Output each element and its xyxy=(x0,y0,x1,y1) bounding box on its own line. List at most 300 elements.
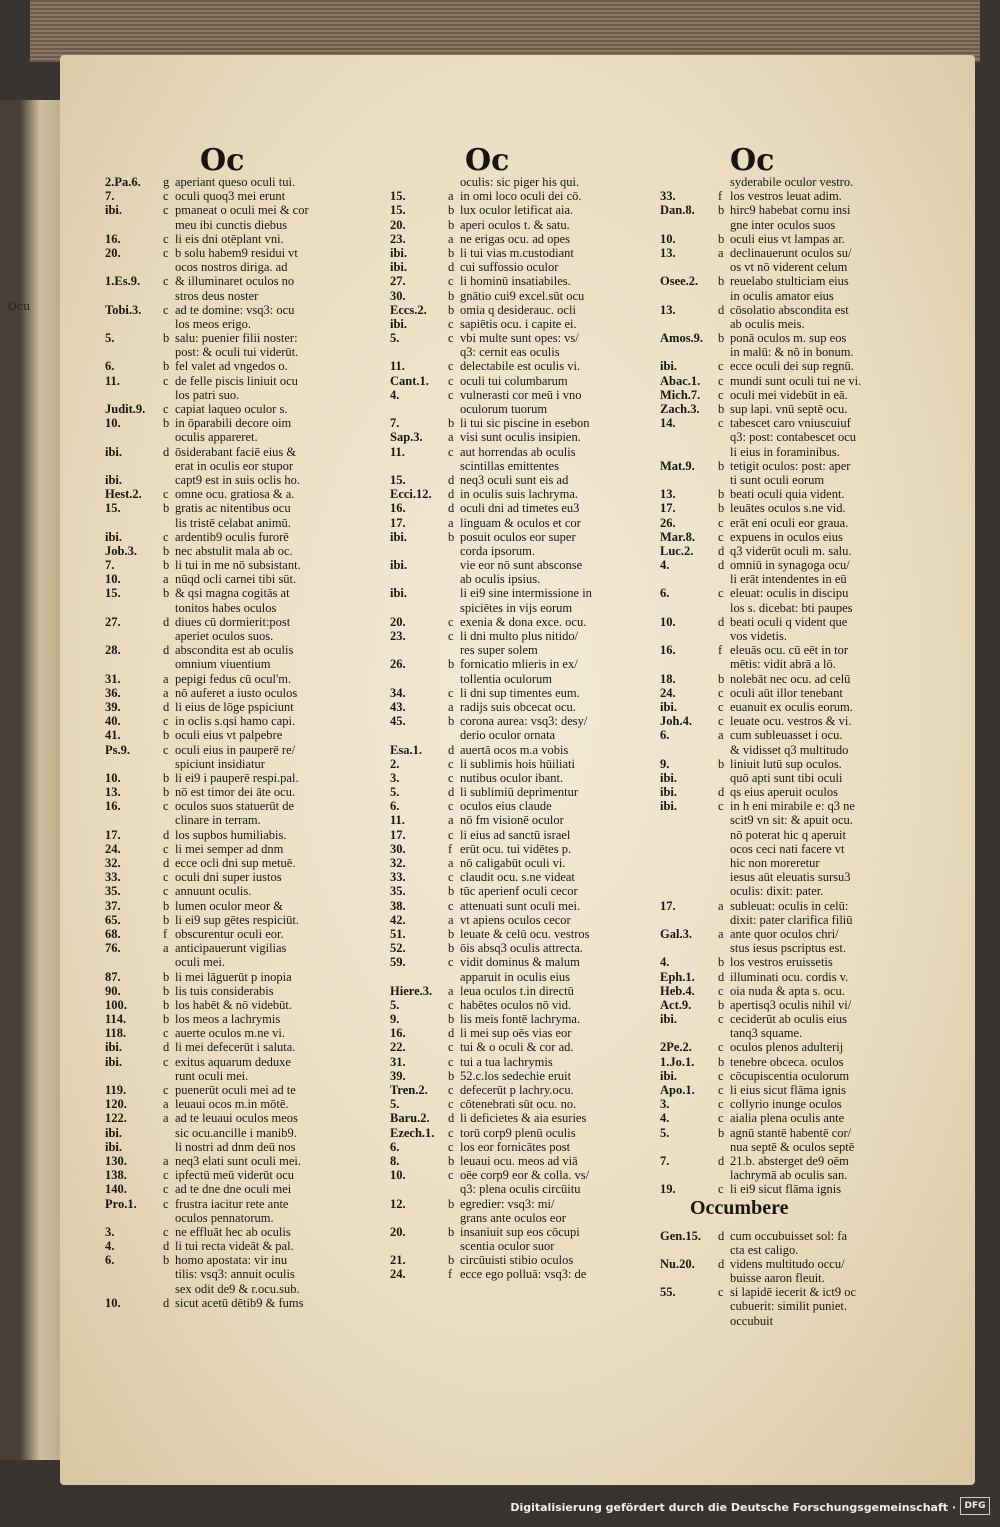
book-top-edge xyxy=(30,0,980,62)
entry-text: scit9 vn sit: & apuit ocu. xyxy=(730,813,853,828)
entry-reference: 28. xyxy=(105,643,121,658)
entry-text: tui a tua lachrymis xyxy=(460,1054,553,1069)
entry-letter: b xyxy=(718,955,725,970)
entry-text: gne inter oculos suos xyxy=(730,217,836,232)
entry-text: tilis: vsq3: annuit oculis xyxy=(175,1267,295,1282)
entry-text: mundi sunt oculi tui ne vi. xyxy=(730,373,862,388)
index-entry xyxy=(390,700,660,714)
entry-text: li eius ad sanctū israel xyxy=(460,827,571,842)
entry-reference: 7. xyxy=(660,1153,670,1168)
entry-letter: c xyxy=(718,1111,724,1126)
entry-letter: f xyxy=(718,643,723,658)
entry-reference: ibi. xyxy=(660,1068,678,1083)
index-entry xyxy=(105,1026,375,1040)
entry-letter: c xyxy=(163,373,169,388)
entry-letter: b xyxy=(448,529,455,544)
index-entry xyxy=(390,813,660,827)
entry-text: eleuat: oculis in discipu xyxy=(730,586,849,601)
entry-letter: c xyxy=(448,1097,454,1112)
entry-letter: c xyxy=(718,699,724,714)
entry-text: li ei9 sicut flāma ignis xyxy=(730,1182,842,1197)
entry-letter: f xyxy=(448,1267,453,1282)
index-entry xyxy=(660,672,930,686)
entry-text: li tui recta videāt & pal. xyxy=(175,1239,294,1254)
entry-reference: 40. xyxy=(105,714,121,729)
entry-text: omniū in synagoga ocu/ xyxy=(730,558,850,573)
index-entry xyxy=(390,572,660,586)
entry-letter: a xyxy=(718,926,724,941)
index-entry xyxy=(660,374,930,388)
entry-letter: b xyxy=(448,941,455,956)
entry-letter: a xyxy=(718,728,724,743)
entry-reference: Ps.9. xyxy=(105,742,130,757)
entry-text: de felle piscis liniuit ocu xyxy=(175,373,298,388)
column-3-section-entries xyxy=(660,1229,930,1328)
entry-text: derio oculor ornata xyxy=(460,728,556,743)
entry-letter: a xyxy=(448,231,454,246)
entry-reference: Eccs.2. xyxy=(390,302,427,317)
entry-reference: 3. xyxy=(390,770,400,785)
entry-letter: c xyxy=(163,714,169,729)
index-entry xyxy=(105,970,375,984)
index-entry xyxy=(390,189,660,203)
entry-letter: d xyxy=(718,543,725,558)
entry-text: eleuās ocu. cū eēt in tor xyxy=(730,643,849,658)
entry-text: qs eius aperuit oculos xyxy=(730,785,838,800)
entry-reference: Mar.8. xyxy=(660,529,695,544)
entry-letter: c xyxy=(718,1097,724,1112)
entry-reference: 76. xyxy=(105,941,121,956)
index-entry xyxy=(105,1069,375,1083)
index-entry xyxy=(390,203,660,217)
entry-reference: 17. xyxy=(660,501,676,516)
index-entry xyxy=(105,1083,375,1097)
entry-letter: d xyxy=(163,643,170,658)
index-entry xyxy=(660,1271,930,1285)
entry-text: leuate ocu. vestros & vi. xyxy=(730,714,852,729)
entry-text: lis tristē celabat animū. xyxy=(175,515,291,530)
index-entry xyxy=(105,516,375,530)
entry-text: habētes oculos nō vid. xyxy=(460,997,572,1012)
entry-text: tetigit oculos: post: aper xyxy=(730,458,851,473)
entry-text: circūuisti stibio oculos xyxy=(460,1253,574,1268)
entry-reference: 30. xyxy=(390,288,406,303)
entry-letter: c xyxy=(448,770,454,785)
index-entry xyxy=(390,530,660,544)
index-entry xyxy=(390,1083,660,1097)
entry-reference: 20. xyxy=(390,614,406,629)
entry-reference: ibi. xyxy=(660,699,678,714)
entry-text: ecce ego polluā: vsq3: de xyxy=(460,1267,587,1282)
entry-reference: 2. xyxy=(390,756,400,771)
entry-reference: 15. xyxy=(105,501,121,516)
entry-text: & vidisset q3 multitudo xyxy=(730,742,849,757)
entry-text: oculis: dixit: pater. xyxy=(730,884,824,899)
entry-text: pmaneat o oculi mei & cor xyxy=(175,203,309,218)
index-entry xyxy=(660,615,930,629)
index-entry xyxy=(390,246,660,260)
entry-text: li mei semper ad dnm xyxy=(175,841,284,856)
index-entry xyxy=(660,700,930,714)
index-entry xyxy=(660,1285,930,1299)
entry-text: q3: cernit eas oculis xyxy=(460,345,560,360)
index-entry xyxy=(390,899,660,913)
entry-letter: b xyxy=(718,501,725,516)
entry-letter: b xyxy=(448,657,455,672)
entry-text: sex odit de9 & r.ocu.sub. xyxy=(175,1281,300,1296)
entry-letter: c xyxy=(163,529,169,544)
index-entry xyxy=(105,331,375,345)
entry-reference: 10. xyxy=(390,1168,406,1183)
entry-reference: Dan.8. xyxy=(660,203,695,218)
index-entry xyxy=(390,1225,660,1239)
index-entry xyxy=(105,586,375,600)
entry-reference: 16. xyxy=(105,231,121,246)
entry-reference: 7. xyxy=(105,558,115,573)
entry-reference: 5. xyxy=(390,331,400,346)
index-entry xyxy=(390,586,660,600)
footer-bar xyxy=(0,1485,1000,1527)
index-entry xyxy=(390,927,660,941)
index-entry xyxy=(660,941,930,955)
entry-letter: c xyxy=(448,1139,454,1154)
entry-text: neq3 oculi sunt eis ad xyxy=(460,472,569,487)
index-entry xyxy=(660,884,930,898)
entry-letter: d xyxy=(163,614,170,629)
entry-text: runt oculi mei. xyxy=(175,1068,249,1083)
entry-reference: 118. xyxy=(105,1026,127,1041)
entry-reference: 13. xyxy=(660,245,676,260)
entry-reference: Zach.3. xyxy=(660,402,700,416)
entry-reference: 24. xyxy=(390,1267,406,1282)
entry-text: syderabile oculor vestro. xyxy=(730,175,854,189)
entry-text: vos videtis. xyxy=(730,629,787,643)
entry-letter: c xyxy=(448,373,454,388)
entry-reference: Act.9. xyxy=(660,997,692,1012)
entry-text: & qsi magna cogitās at xyxy=(175,586,290,601)
index-entry xyxy=(390,757,660,771)
entry-letter: f xyxy=(163,926,168,941)
index-entry xyxy=(390,842,660,856)
entry-text: capt9 est in suis oclis ho. xyxy=(175,472,300,487)
index-entry xyxy=(390,516,660,530)
entry-text: ne effluāt hec ab oculis xyxy=(175,1224,291,1239)
index-entry xyxy=(105,203,375,217)
entry-reference: 13. xyxy=(660,487,676,502)
entry-reference: 87. xyxy=(105,969,121,984)
entry-reference: Heb.4. xyxy=(660,983,695,998)
entry-text: abscondita est ab oculis xyxy=(175,643,294,658)
entry-text: li erāt intendentes in eū xyxy=(730,572,847,587)
entry-text: los vestros leuat adim. xyxy=(730,189,842,204)
index-entry xyxy=(660,544,930,558)
entry-reference: 38. xyxy=(390,898,406,913)
entry-letter: c xyxy=(448,827,454,842)
index-entry xyxy=(105,1111,375,1125)
index-entry xyxy=(660,246,930,260)
entry-letter: b xyxy=(448,245,455,260)
entry-reference: Nu.20. xyxy=(660,1256,695,1271)
entry-text: los meos erigo. xyxy=(175,316,252,331)
index-entry xyxy=(660,530,930,544)
index-entry xyxy=(390,1253,660,1267)
entry-reference: Esa.1. xyxy=(390,742,422,757)
entry-reference: ibi. xyxy=(390,558,408,573)
entry-text: capiat laqueo oculor s. xyxy=(175,402,288,416)
entry-text: ante quor oculos chri/ xyxy=(730,926,839,941)
index-entry xyxy=(105,955,375,969)
entry-letter: b xyxy=(163,1012,170,1027)
index-entry xyxy=(660,430,930,444)
entry-text: li sublimiū deprimentur xyxy=(460,785,579,800)
index-entry xyxy=(390,473,660,487)
index-entry xyxy=(390,970,660,984)
index-entry xyxy=(660,1168,930,1182)
index-entry xyxy=(660,643,930,657)
entry-reference: 4. xyxy=(390,387,400,402)
index-entry xyxy=(660,828,930,842)
entry-letter: c xyxy=(163,203,169,218)
entry-reference: Ecci.12. xyxy=(390,487,432,502)
entry-reference: 11. xyxy=(390,813,405,828)
index-entry xyxy=(390,1239,660,1253)
index-entry xyxy=(660,317,930,331)
entry-text: li sublimis hois hūiliati xyxy=(460,756,575,771)
index-entry xyxy=(105,1197,375,1211)
index-entry xyxy=(105,629,375,643)
entry-text: os vt nō viderent celum xyxy=(730,260,848,275)
entry-reference: 4. xyxy=(660,955,670,970)
entry-reference: ibi. xyxy=(105,529,123,544)
entry-text: ponā oculos m. sup eos xyxy=(730,331,847,346)
entry-reference: 65. xyxy=(105,912,121,927)
entry-text: pepigi fedus cū ocul'm. xyxy=(175,671,292,686)
entry-reference: Hiere.3. xyxy=(390,983,433,998)
index-entry xyxy=(105,1282,375,1296)
entry-text: tabescet caro vniuscuiuf xyxy=(730,416,851,431)
index-entry xyxy=(660,516,930,530)
entry-text: li dni sup timentes eum. xyxy=(460,685,580,700)
index-entry xyxy=(660,232,930,246)
index-entry xyxy=(390,487,660,501)
entry-letter: d xyxy=(448,1026,455,1041)
index-entry xyxy=(660,558,930,572)
entry-letter: b xyxy=(448,884,455,899)
index-entry xyxy=(390,955,660,969)
entry-reference: ibi. xyxy=(105,1054,123,1069)
index-entry xyxy=(390,175,660,189)
entry-text: leuate & celū ocu. vestros xyxy=(460,926,590,941)
index-entry xyxy=(660,1314,930,1328)
entry-text: li mei defecerūt i saluta. xyxy=(175,1040,296,1055)
entry-reference: 17. xyxy=(660,898,676,913)
entry-text: expuens in oculos eius xyxy=(730,529,843,544)
entry-letter: b xyxy=(448,416,455,431)
index-entry xyxy=(105,459,375,473)
entry-text: nutibus oculor ibant. xyxy=(460,770,564,785)
index-entry xyxy=(660,303,930,317)
index-entry xyxy=(390,218,660,232)
index-entry xyxy=(660,1097,930,1111)
entry-text: li tui sic piscine in esebon xyxy=(460,416,590,431)
entry-text: oculos eius claude xyxy=(460,799,552,814)
entry-letter: c xyxy=(163,1026,169,1041)
entry-reference: 15. xyxy=(390,203,406,218)
entry-letter: a xyxy=(448,699,454,714)
entry-text: ōis absq3 oculis attrecta. xyxy=(460,941,583,956)
entry-text: vie eor nō sunt absconse xyxy=(460,558,583,573)
entry-text: iesus aūt eleuatis sursu3 xyxy=(730,870,851,885)
entry-text: spiciunt insidiatur xyxy=(175,756,265,771)
entry-reference: 119. xyxy=(105,1083,127,1097)
entry-reference: Mat.9. xyxy=(660,458,695,473)
entry-reference: 15. xyxy=(390,189,406,204)
entry-reference: Mich.7. xyxy=(660,387,701,402)
entry-text: aperiet oculos suos. xyxy=(175,629,274,643)
index-entry xyxy=(105,785,375,799)
index-entry xyxy=(105,657,375,671)
entry-letter: b xyxy=(163,1253,170,1268)
entry-reference: Apo.1. xyxy=(660,1083,695,1097)
entry-text: li deficietes & aia esuries xyxy=(460,1111,587,1126)
entry-letter: b xyxy=(448,926,455,941)
entry-text: liniuit lutū sup oculos. xyxy=(730,756,842,771)
entry-text: oculi dni ad timetes eu3 xyxy=(460,501,580,516)
entry-reference: ibi. xyxy=(390,586,408,601)
entry-reference: 9. xyxy=(660,756,670,771)
index-entry xyxy=(105,615,375,629)
entry-text: cta est caligo. xyxy=(730,1242,799,1257)
index-entry xyxy=(105,643,375,657)
entry-reference: 16. xyxy=(660,643,676,658)
index-entry xyxy=(390,374,660,388)
entry-reference: 26. xyxy=(660,515,676,530)
entry-text: videns multitudo occu/ xyxy=(730,1256,845,1271)
entry-text: diues cū dormierit:post xyxy=(175,614,291,629)
entry-letter: c xyxy=(718,586,724,601)
index-entry xyxy=(660,1040,930,1054)
index-entry xyxy=(105,984,375,998)
entry-letter: c xyxy=(718,1040,724,1055)
entry-reference: 2Pe.2. xyxy=(660,1040,692,1055)
index-entry xyxy=(390,1211,660,1225)
entry-reference: 45. xyxy=(390,714,406,729)
entry-letter: c xyxy=(163,841,169,856)
entry-text: erāt eni oculi eor graua. xyxy=(730,515,849,530)
entry-reference: 42. xyxy=(390,912,406,927)
entry-reference: 4. xyxy=(660,1111,670,1126)
index-entry xyxy=(105,1253,375,1267)
entry-reference: 1.Es.9. xyxy=(105,274,141,289)
entry-text: in oculis suis lachryma. xyxy=(460,487,579,502)
entry-text: puenerūt oculi mei ad te xyxy=(175,1083,296,1097)
entry-letter: c xyxy=(718,359,724,374)
entry-text: ōsiderabant faciē eius & xyxy=(175,444,297,459)
index-entry xyxy=(390,941,660,955)
entry-text: los habēt & nō videbūt. xyxy=(175,997,292,1012)
index-entry xyxy=(105,544,375,558)
entry-reference: Hest.2. xyxy=(105,487,142,502)
entry-letter: b xyxy=(163,416,170,431)
index-entry xyxy=(660,785,930,799)
entry-reference: Tren.2. xyxy=(390,1083,428,1097)
entry-letter: b xyxy=(163,543,170,558)
index-entry xyxy=(105,289,375,303)
entry-letter: c xyxy=(163,302,169,317)
column-1 xyxy=(105,175,375,1310)
index-entry xyxy=(390,1182,660,1196)
entry-letter: b xyxy=(718,487,725,502)
entry-reference: 27. xyxy=(105,614,121,629)
entry-text: 52.c.los sedechie eruit xyxy=(460,1068,572,1083)
entry-letter: b xyxy=(448,1153,455,1168)
index-entry xyxy=(105,246,375,260)
index-entry xyxy=(105,686,375,700)
index-entry xyxy=(105,317,375,331)
entry-text: exitus aquarum deduxe xyxy=(175,1054,291,1069)
entry-text: salu: puenier filii noster: xyxy=(175,331,298,346)
index-entry xyxy=(390,289,660,303)
entry-text: visi sunt oculis insipien. xyxy=(460,430,581,445)
index-entry xyxy=(105,232,375,246)
index-entry xyxy=(390,785,660,799)
entry-reference: 1.Jo.1. xyxy=(660,1054,695,1069)
index-entry xyxy=(390,1069,660,1083)
entry-reference: 20. xyxy=(390,217,406,232)
entry-letter: f xyxy=(448,841,453,856)
index-entry xyxy=(660,473,930,487)
index-entry xyxy=(105,1267,375,1281)
entry-text: ocos ceci nati facere vt xyxy=(730,841,845,856)
entry-letter: c xyxy=(163,245,169,260)
entry-text: reuelabo stulticiam eius xyxy=(730,274,849,289)
entry-letter: a xyxy=(163,671,169,686)
entry-text: los patri suo. xyxy=(175,387,240,402)
entry-reference: 17. xyxy=(390,827,406,842)
header-title-1: Oc xyxy=(200,143,245,178)
entry-letter: b xyxy=(163,728,170,743)
entry-text: euanuit ex oculis eorum. xyxy=(730,699,853,714)
entry-letter: d xyxy=(448,742,455,757)
index-entry xyxy=(105,672,375,686)
entry-reference: 51. xyxy=(390,926,406,941)
entry-reference: Amos.9. xyxy=(660,331,704,346)
entry-text: apparuit in oculis eius xyxy=(460,969,571,984)
index-entry xyxy=(105,1055,375,1069)
entry-text: post: & oculi tui viderūt. xyxy=(175,345,299,360)
entry-text: oculi mei. xyxy=(175,955,225,970)
entry-text: li eius de lōge pspiciunt xyxy=(175,699,294,714)
entry-reference: 100. xyxy=(105,997,127,1012)
column-3-entries xyxy=(660,175,930,1197)
entry-text: los supbos humiliabis. xyxy=(175,827,287,842)
entry-letter: c xyxy=(163,1168,169,1183)
entry-text: 21.b. absterget de9 oēm xyxy=(730,1153,849,1168)
entry-text: li eius in foraminibus. xyxy=(730,444,840,459)
entry-letter: a xyxy=(718,245,724,260)
index-entry xyxy=(105,473,375,487)
dfg-logo: DFG xyxy=(960,1497,990,1515)
index-entry xyxy=(660,998,930,1012)
entry-text: oculi eius vt lampas ar. xyxy=(730,231,845,246)
index-entry xyxy=(105,1168,375,1182)
index-entry xyxy=(660,913,930,927)
entry-reference: 13. xyxy=(660,302,676,317)
index-entry xyxy=(390,501,660,515)
entry-letter: c xyxy=(448,1125,454,1140)
entry-reference: 130. xyxy=(105,1153,127,1168)
entry-reference: 10. xyxy=(105,572,121,587)
